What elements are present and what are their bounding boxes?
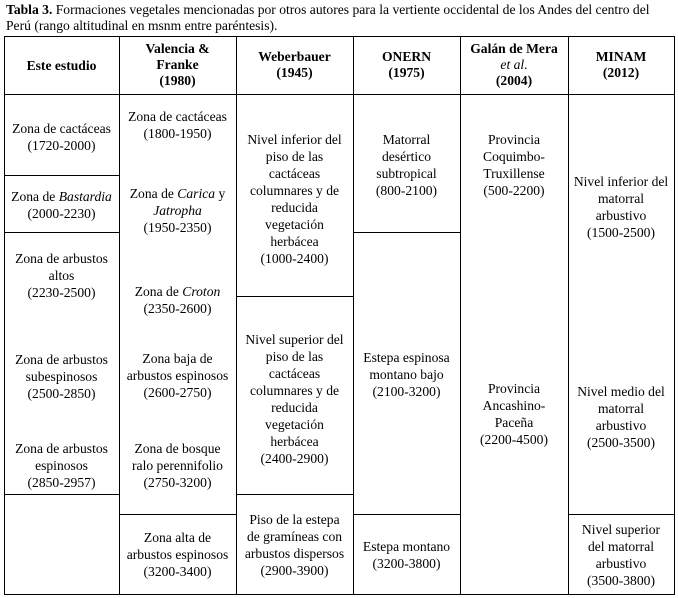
row-rule <box>4 175 119 176</box>
row-rule <box>353 514 460 515</box>
header-minam: MINAM (2012) <box>595 49 647 80</box>
cell-minam-nivel-medio: Nivel medio del matorral arbustivo (2500-3500) <box>577 384 665 450</box>
col-border <box>460 36 461 595</box>
col-border <box>353 36 354 595</box>
cell-galan-coquimbo-truxillense: Provincia Coquimbo- Truxillense (500-2200) <box>483 132 545 198</box>
header-valencia-franke: Valencia & Franke (1980) <box>145 41 210 88</box>
cell-vf-zona-baja-arbustos: Zona baja de arbustos espinosos (2600-2750) <box>126 351 229 400</box>
row-rule <box>568 514 674 515</box>
header-galan-de-mera: Galán de Mera et al. (2004) <box>470 41 558 88</box>
row-rule <box>119 514 236 515</box>
cell-vf-zona-alta-arbustos: Zona alta de arbustos espinosos (3200-3400) <box>126 530 229 579</box>
header-onern: ONERN (1975) <box>381 49 432 80</box>
col-border <box>568 36 569 595</box>
header-este-estudio: Este estudio <box>26 58 97 73</box>
cell-weberbauer-nivel-superior: Nivel superior del piso de las cactáceas columnares y de reducida vegetación herbácea (2400-2900) <box>245 332 344 466</box>
header-weberbauer: Weberbauer (1945) <box>258 49 331 80</box>
cell-zona-arbustos-subespinosos: Zona de arbustos subespinosos (2500-2850) <box>15 352 108 401</box>
row-rule <box>236 296 353 297</box>
table-bottom-rule <box>4 594 674 595</box>
caption-text: Formaciones vegetales mencionadas por otros autores para la vertiente occidental de los Andes del centro del Perú (rango altitudinal en msnm entre paréntesis). <box>6 2 650 33</box>
header-rule <box>4 94 674 95</box>
cell-onern-estepa-montano: Estepa montano (3200-3800) <box>362 539 451 571</box>
cell-vf-zona-croton: Zona de Croton (2350-2600) <box>134 284 221 316</box>
cell-zona-bastardia: Zona de Bastardia (2000-2230) <box>11 189 112 221</box>
row-rule <box>4 232 119 233</box>
cell-weberbauer-estepa-gramineas: Piso de la estepa de gramíneas con arbustos dispersos (2900-3900) <box>244 512 345 578</box>
cell-zona-arbustos-altos: Zona de arbustos altos (2230-2500) <box>15 251 108 300</box>
col-border <box>674 36 675 595</box>
cell-onern-estepa-espinosa: Estepa espinosa montano bajo (2100-3200) <box>363 350 450 399</box>
cell-galan-ancashino-pacena: Provincia Ancashino- Paceña (2200-4500) <box>480 381 548 447</box>
cell-onern-matorral-desertico: Matorral desértico subtropical (800-2100) <box>375 132 438 198</box>
cell-zona-cactaceas: Zona de cactáceas (1720-2000) <box>12 121 111 153</box>
cell-minam-nivel-inferior: Nivel inferior del matorral arbustivo (1500-2500) <box>573 174 669 240</box>
cell-minam-nivel-superior: Nivel superior del matorral arbustivo (3500-3800) <box>581 522 661 588</box>
cell-zona-arbustos-espinosos: Zona de arbustos espinosos (2850-2957) <box>15 441 108 490</box>
row-rule <box>4 494 119 495</box>
row-rule <box>236 494 353 495</box>
row-rule <box>353 232 460 233</box>
table-top-rule <box>4 36 674 37</box>
cell-vf-zona-carica-jatropha: Zona de Carica y Jatropha (1950-2350) <box>129 186 226 235</box>
cell-vf-zona-bosque-ralo: Zona de bosque ralo perennifolio (2750-3200) <box>132 441 223 490</box>
caption-label: Tabla 3. <box>6 2 53 17</box>
cell-vf-zona-cactaceas: Zona de cactáceas (1800-1950) <box>128 109 227 141</box>
cell-weberbauer-nivel-inferior: Nivel inferior del piso de las cactáceas columnares y de reducida vegetación herbácea (1000-2400) <box>247 132 342 266</box>
